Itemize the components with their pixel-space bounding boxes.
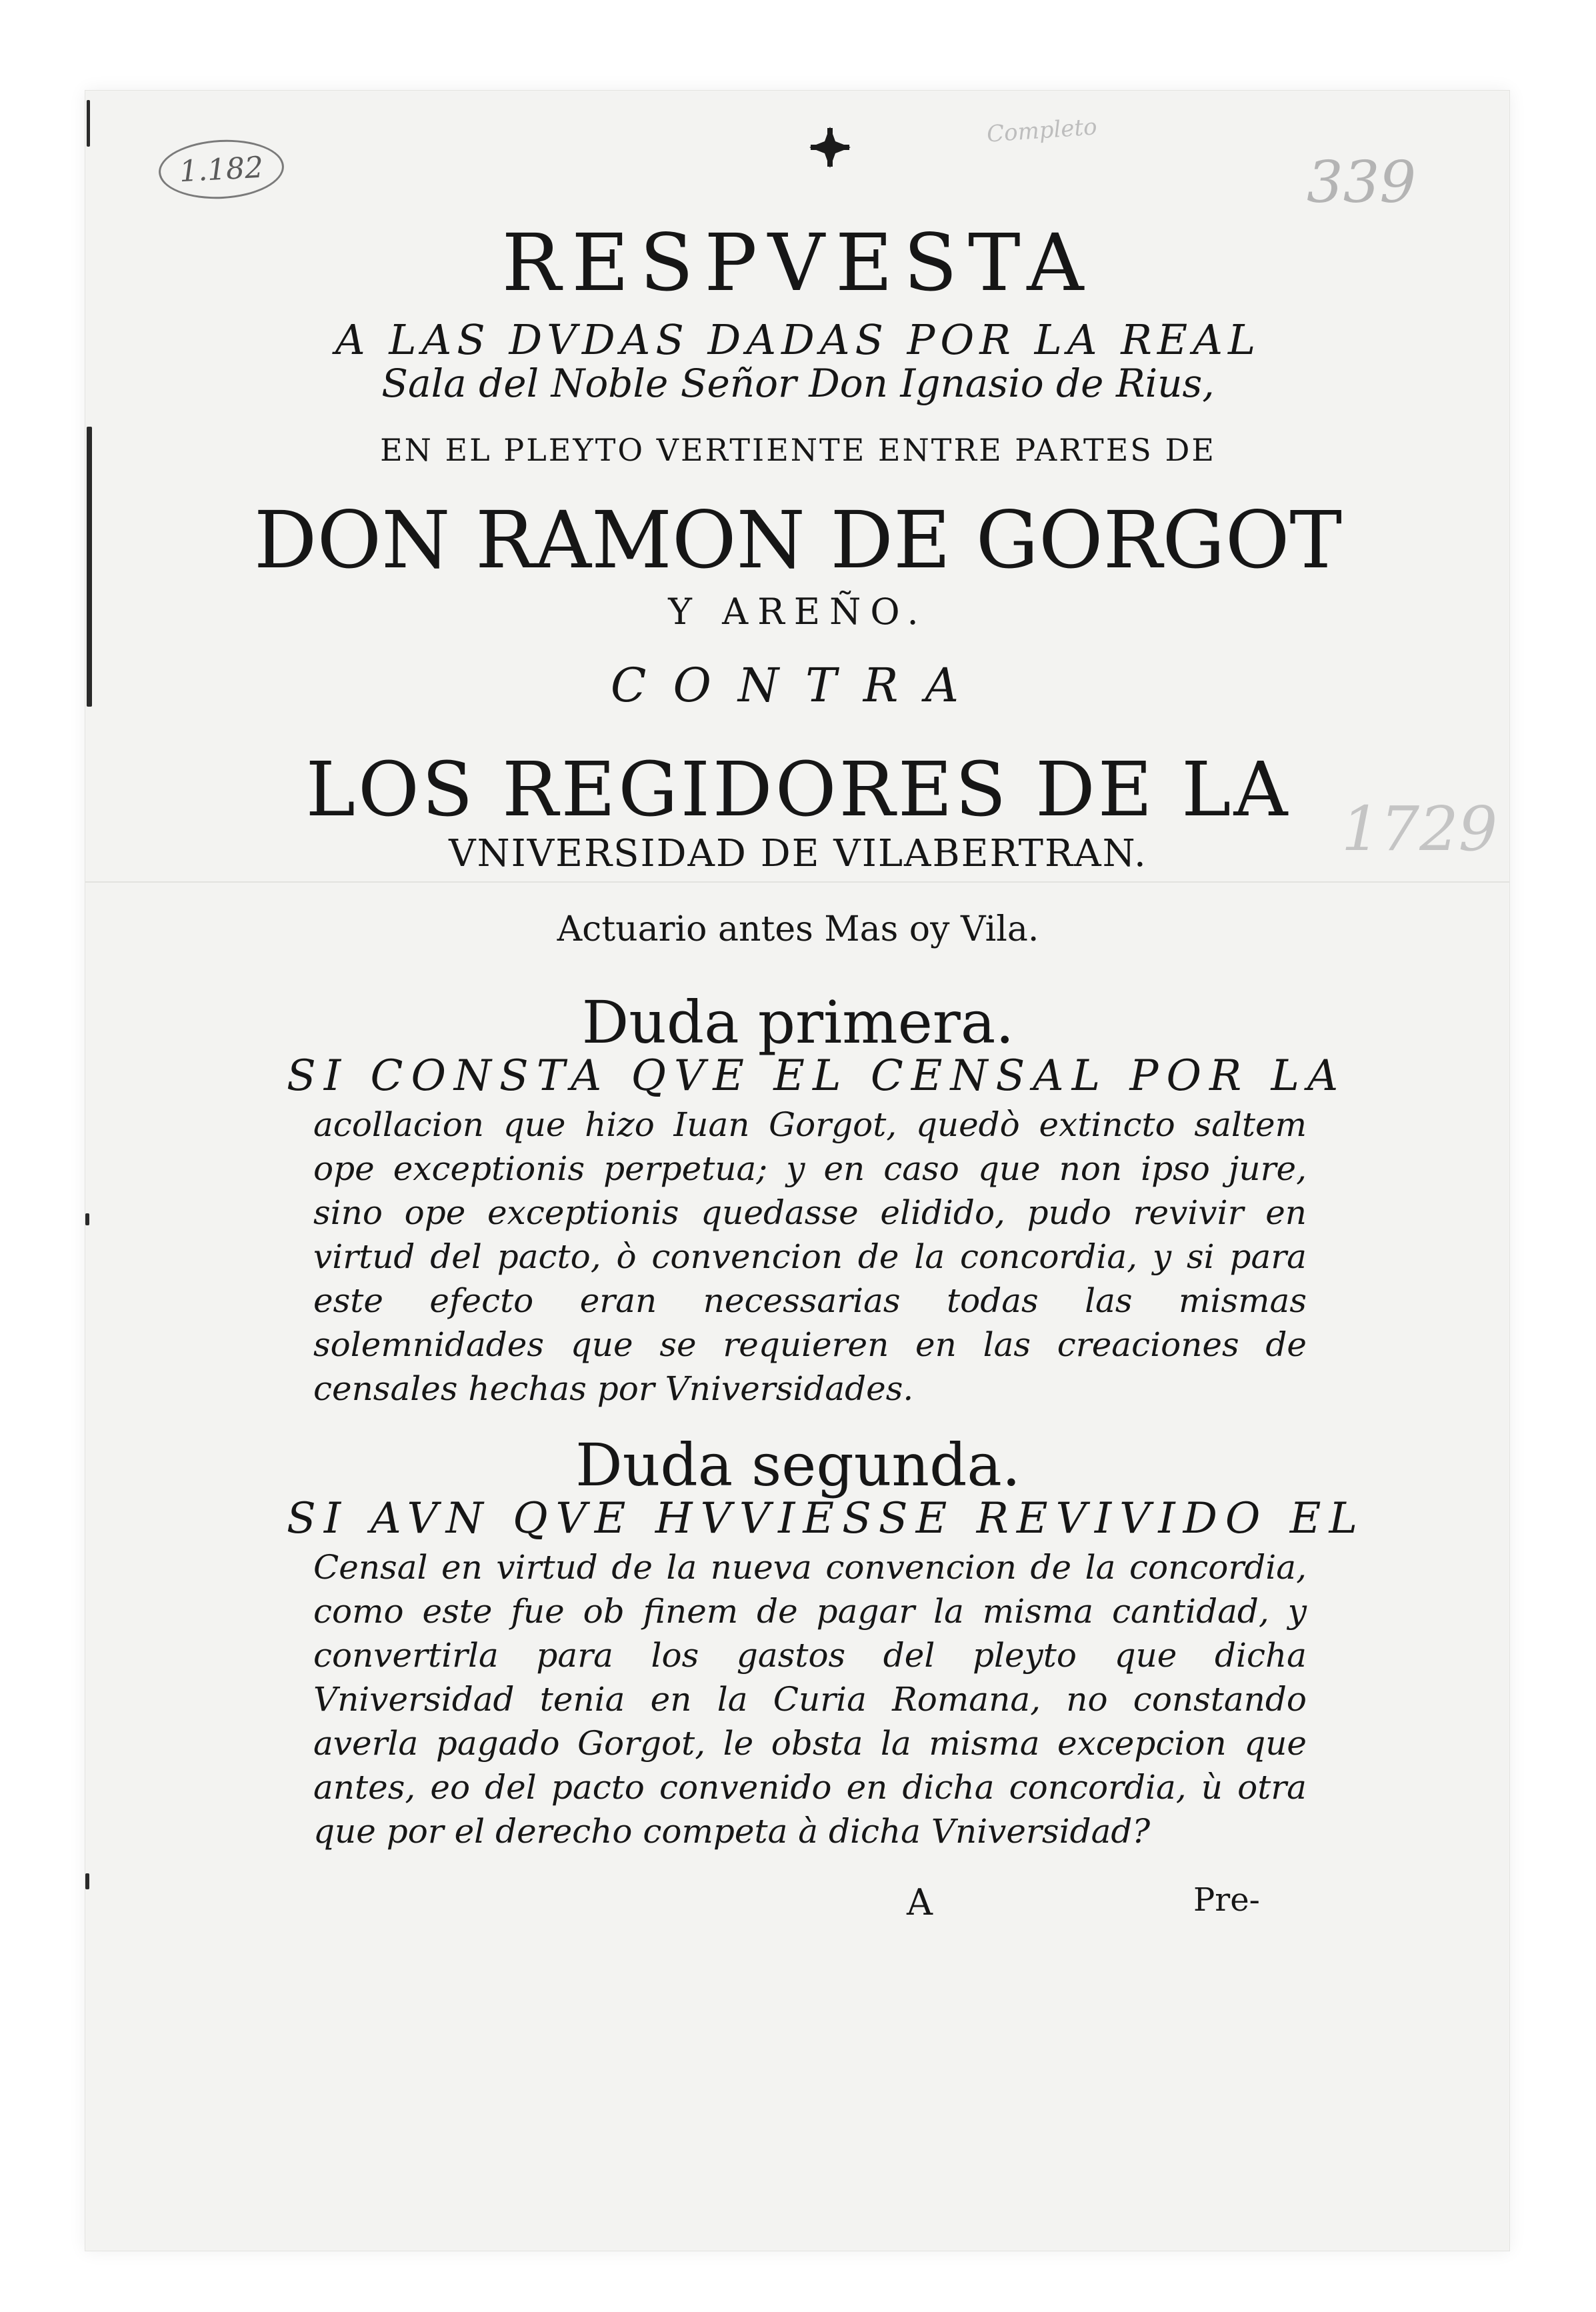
document-title: RESPVESTA [501,217,1095,309]
section-heading: Duda segunda. [575,1431,1021,1499]
title-subline: Sala del Noble Señor Don Ignasio de Rius, [381,361,1215,406]
pencil-note: Completo [985,113,1098,148]
section-paragraph [287,1049,1347,1411]
binding-mark [85,1873,89,1889]
paragraph-lead: SI CONSTA QVE EL CENSAL POR LA [287,1051,1347,1101]
catchword: Pre- [1193,1881,1260,1919]
catalog-number: 1.182 [178,150,265,189]
binding-mark [87,100,90,147]
folio-number: 339 [1307,149,1417,216]
signature-mark: A [907,1881,933,1923]
section-paragraph [287,1492,1365,1853]
actuary-line: Actuario antes Mas oy Vila. [557,909,1039,949]
title-subline: A LAS DVDAS DADAS POR LA REAL [335,315,1261,364]
maltese-cross-icon [807,124,853,171]
title-subline: EN EL PLEYTO VERTIENTE ENTRE PARTES DE [380,432,1216,468]
opposing-party-cont: VNIVERSIDAD DE VILABERTRAN. [449,832,1147,875]
contra-line: CONTRA [610,658,986,713]
opposing-party: LOS REGIDORES DE LA [305,747,1291,833]
paragraph-lead: SI AVN QVE HVVIESSE REVIVIDO EL [287,1494,1365,1543]
year-note: 1729 [1341,793,1498,865]
party-name: DON RAMON DE GORGOT [253,494,1343,586]
page-fold-line [85,881,1509,883]
binding-mark [85,1213,89,1225]
paragraph-body: acollacion que hizo Iuan Gorgot, quedò extincto saltem ope exceptionis perpetua; y en caso que non ipso jure, sino ope exceptionis quedasse elidido, pudo revivir en virtud del pacto, ò convencion de la concordia, y si para este efecto eran necessarias todas las mismas solemnidades que se requieren en las creaciones de censales hechas por Vniversidades. [313,1105,1307,1408]
party-name-cont: Y AREÑO. [668,591,928,633]
section-heading: Duda primera. [581,988,1015,1057]
paragraph-body: Censal en virtud de la nueva convencion de la concordia, como este fue ob finem de pagar la misma cantidad, y convertirla para los gastos del pleyto que dicha Vniversidad tenia en la Curia Romana, no constando averla pagado Gorgot, le obsta la misma excepcion que antes, eo del pacto convenido en dicha concordia, ù otra que por el derecho competa à dicha Vniversidad? [313,1548,1307,1851]
